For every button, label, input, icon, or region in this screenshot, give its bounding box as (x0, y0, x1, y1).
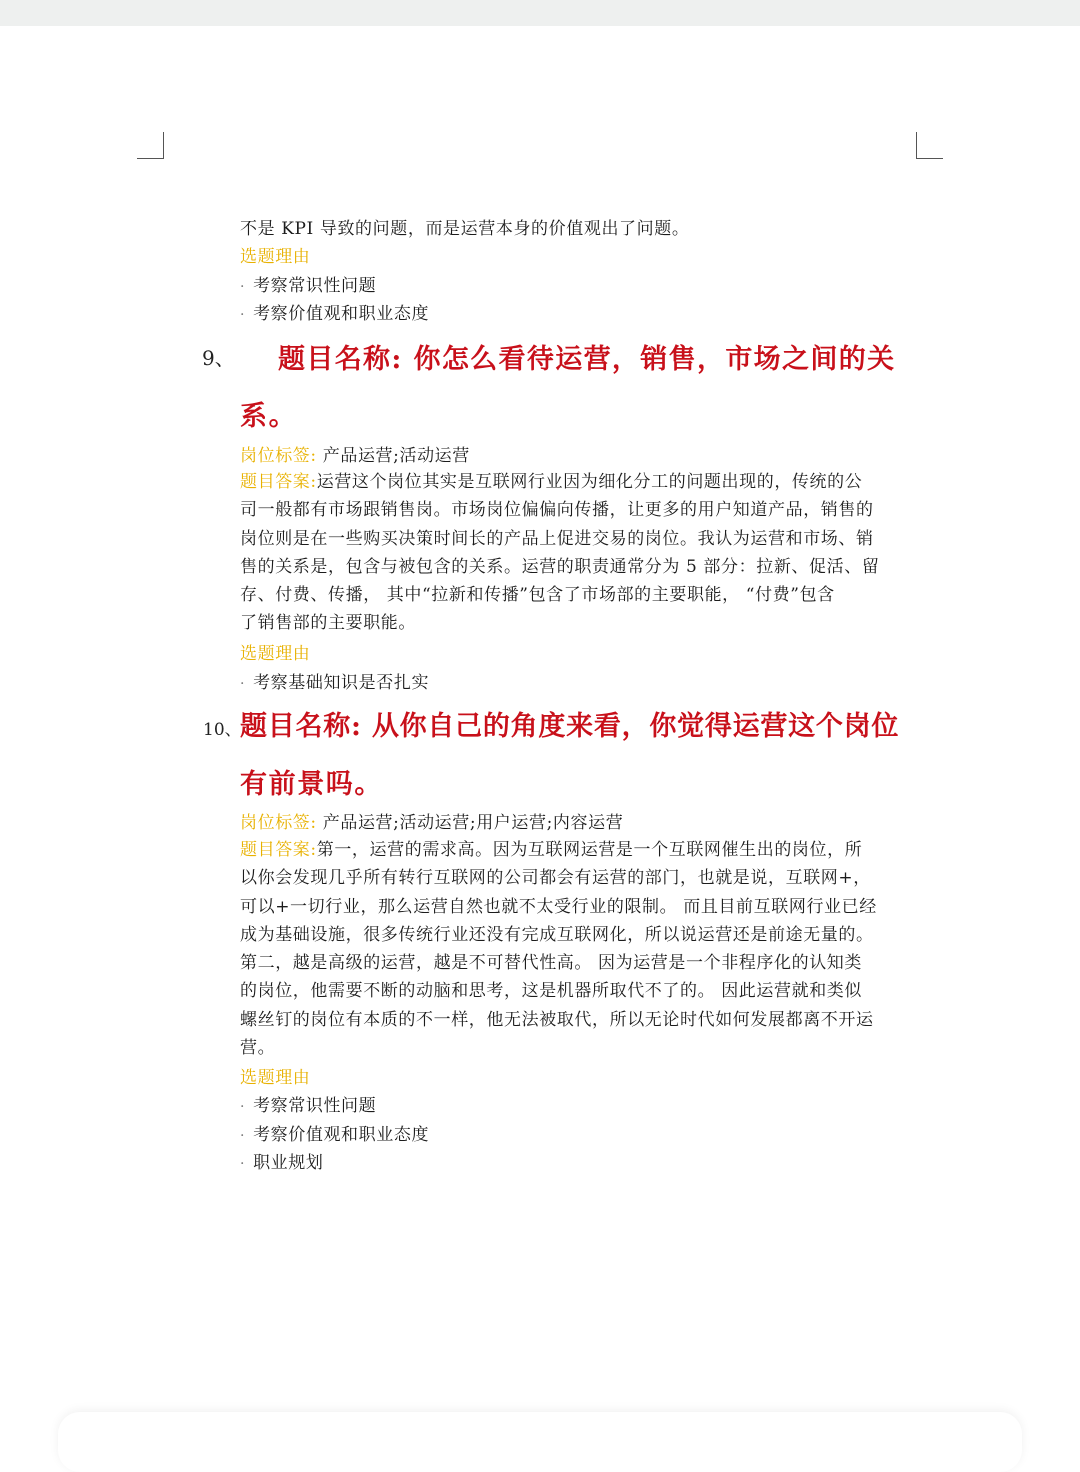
list-item: · 考察价值观和职业态度 (240, 1125, 430, 1145)
reason-label: 选题理由 (240, 644, 311, 664)
answer-label: 题目答案: (240, 472, 317, 492)
list-item: · 职业规划 (240, 1153, 324, 1173)
bullet-icon: · (240, 1099, 246, 1115)
reason-label: 选题理由 (240, 247, 311, 267)
previous-answer-tail: 不是 KPI 导致的问题，而是运营本身的价值观出了问题。 (240, 219, 690, 239)
crop-mark-right (916, 132, 943, 159)
question-number: 9、 (202, 346, 235, 370)
reason-label: 选题理由 (240, 1068, 311, 1088)
job-tags (240, 808, 623, 833)
question-title-cont: 有前景吗。 (240, 769, 383, 800)
answer-label: 题目答案: (240, 840, 317, 860)
list-item: · 考察常识性问题 (240, 276, 377, 296)
answer-block: 题目答案:第一，运营的需求高。因为互联网运营是一个互联网催生出的岗位，所 以你会发现几乎所有转行互联网的公司都会有运营的部门，也就是说，互联网+， 可以+一切行业，那么运营自然也就不太受行业的限制。 而且目前互联网行业已经 成为基础设施，很多传统行业还没有完成互联网化，所以说运营还是前途无量的。 第二，越是高级的运营，越是不可替代性高。 因为运营是一个非程序化的认知类 的岗位，他需要不断的动脑和思考，这是机器所取代不了的。 因此运营就和类似 螺丝钉的岗位有本质的不一样，他无法被取代，所以无论时代如何发展都离不开运 营。 (240, 840, 877, 1059)
crop-mark-left (137, 132, 164, 159)
tag-label: 岗位标签: (240, 813, 317, 833)
tag-label: 岗位标签: (240, 446, 317, 466)
bullet-icon: · (240, 1128, 246, 1144)
top-bar (0, 0, 1080, 26)
tag-values: 产品运营;活动运营;用户运营;内容运营 (322, 813, 624, 833)
list-item: · 考察基础知识是否扎实 (240, 673, 430, 693)
question-title: 题目名称: 你怎么看待运营，销售，市场之间的关 (278, 344, 896, 375)
list-item: · 考察价值观和职业态度 (240, 304, 430, 324)
bottom-sheet (58, 1412, 1022, 1472)
bullet-icon: · (240, 279, 246, 295)
question-title: 题目名称: 从你自己的角度来看，你觉得运营这个岗位 (240, 711, 900, 742)
list-item: · 考察常识性问题 (240, 1096, 377, 1116)
job-tags (240, 441, 470, 466)
question-number: 10、 (203, 720, 242, 740)
tag-values: 产品运营;活动运营 (322, 446, 470, 466)
question-title-cont: 系。 (240, 401, 298, 432)
bullet-icon: · (240, 307, 246, 323)
bullet-icon: · (240, 676, 246, 692)
answer-block: 题目答案:运营这个岗位其实是互联网行业因为细化分工的问题出现的，传统的公 司一般都有市场跟销售岗。市场岗位偏偏向传播，让更多的用户知道产品，销售的 岗位则是在一些购买决策时间长的产品上促进交易的岗位。我认为运营和市场、销 售的关系是，包含与被包含的关系。运营的职责通常分为 5 部分：拉新、促活、留 存、付费、传播， 其中“拉新和传播”包含了市场部的主要职能， “付费”包含 了销售部的主要职能。 (240, 472, 880, 634)
bullet-icon: · (240, 1156, 246, 1172)
